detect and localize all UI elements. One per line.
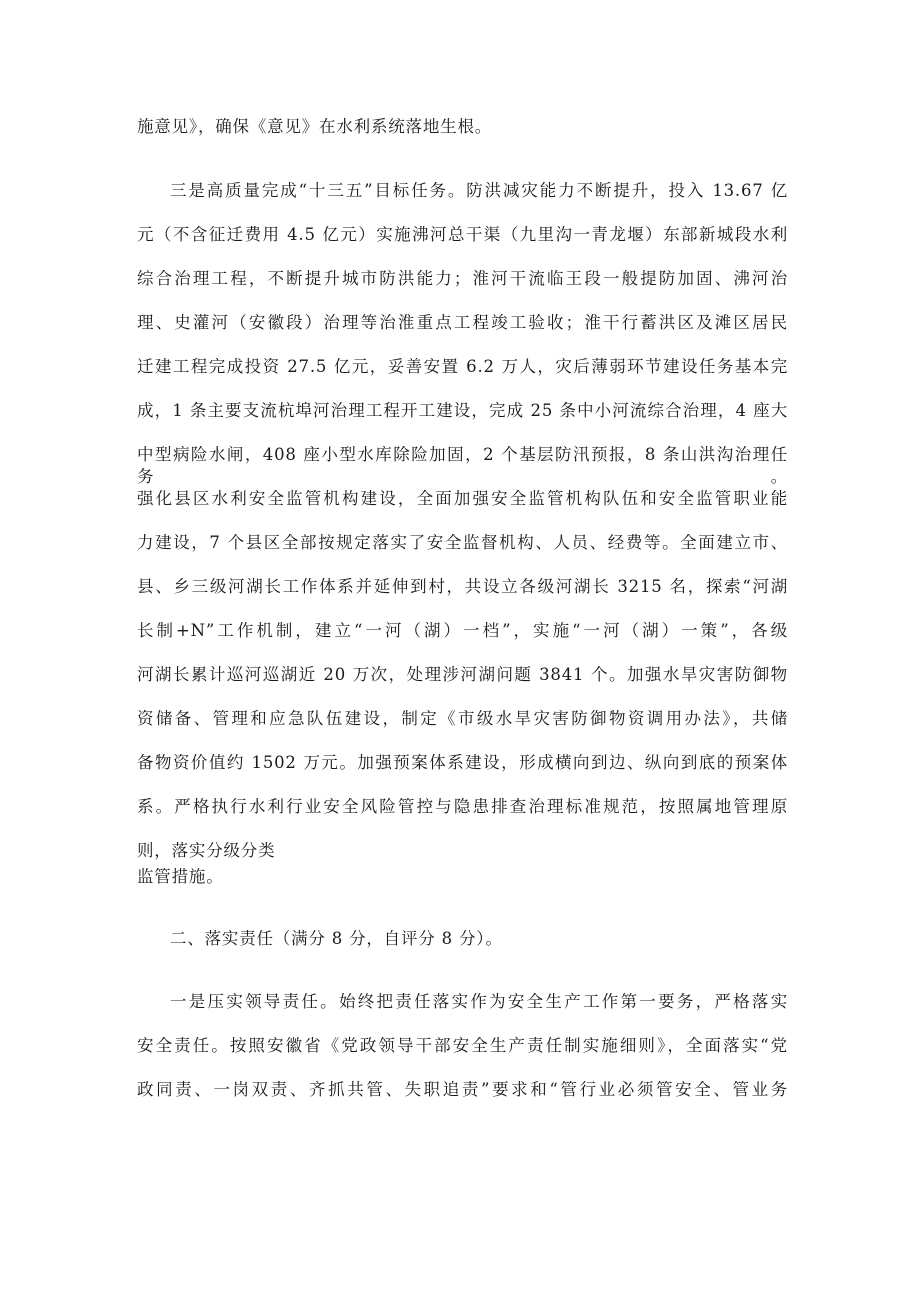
text-line: 力建设，7 个县区全部按规定落实了安全监督机构、人员、经费等。全面建立市、 <box>137 533 788 552</box>
text-line: 长制+N”工作机制，建立“一河（湖）一档”，实施“一河（湖）一策”，各级 <box>137 621 788 640</box>
text-line: 迁建工程完成投资 27.5 亿元，妥善安置 6.2 万人，灾后薄弱环节建设任务基本完 <box>137 357 788 376</box>
text-line: 政同责、一岗双责、齐抓共管、失职追责”要求和“管行业必须管安全、管业务 <box>137 1080 788 1099</box>
text-line: 河湖长累计巡河巡湖近 20 万次，处理涉河湖问题 3841 个。加强水旱灾害防御物 <box>137 665 788 684</box>
text-line: 安全责任。按照安徽省《党政领导干部安全生产责任制实施细则》，全面落实“党 <box>137 1036 788 1055</box>
text-line: 监管措施。 <box>137 867 224 886</box>
text-line: 则，落实分级分类 <box>137 841 276 860</box>
text-line: 资储备、管理和应急队伍建设，制定《市级水旱灾害防御物资调用办法》，共储 <box>137 709 788 728</box>
text-line: 县、乡三级河湖长工作体系并延伸到村，共设立各级河湖长 3215 名，探索“河湖 <box>137 577 788 596</box>
text-line: 元（不含征迁费用 4.5 亿元）实施沸河总干渠（九里沟一青龙堰）东部新城段水利 <box>137 225 788 244</box>
text-line: 系。严格执行水利行业安全风险管控与隐患排查治理标准规范，按照属地管理原 <box>137 797 788 816</box>
paragraph-first-line: 三是高质量完成“十三五”目标任务。防洪减灾能力不断提升，投入 13.67 亿 <box>170 181 788 200</box>
text-line: 备物资价值约 1502 万元。加强预案体系建设，形成横向到边、纵向到底的预案体 <box>137 753 788 772</box>
text-line: 理、史灌河（安徽段）治理等治淮重点工程竣工验收；淮干行蓄洪区及滩区居民 <box>137 313 788 332</box>
text-line: 强化县区水利安全监管机构建设，全面加强安全监管机构队伍和安全监管职业能 <box>137 489 788 508</box>
paragraph-first-line: 一是压实领导责任。始终把责任落实作为安全生产工作第一要务，严格落实 <box>170 992 788 1011</box>
section-heading: 二、落实责任（满分 8 分，自评分 8 分）。 <box>170 929 503 948</box>
text-line: 中型病险水闸，408 座小型水库除险加固，2 个基层防汛预报，8 条山洪沟治理任务。 <box>137 445 788 486</box>
text-line: 成，1 条主要支流杭埠河治理工程开工建设，完成 25 条中小河流综合治理，4 座大 <box>137 401 788 420</box>
text-line: 施意见》，确保《意见》在水利系统落地生根。 <box>137 117 493 136</box>
text-line: 综合治理工程，不断提升城市防洪能力；淮河干流临王段一般提防加固、沸河治 <box>137 269 788 288</box>
